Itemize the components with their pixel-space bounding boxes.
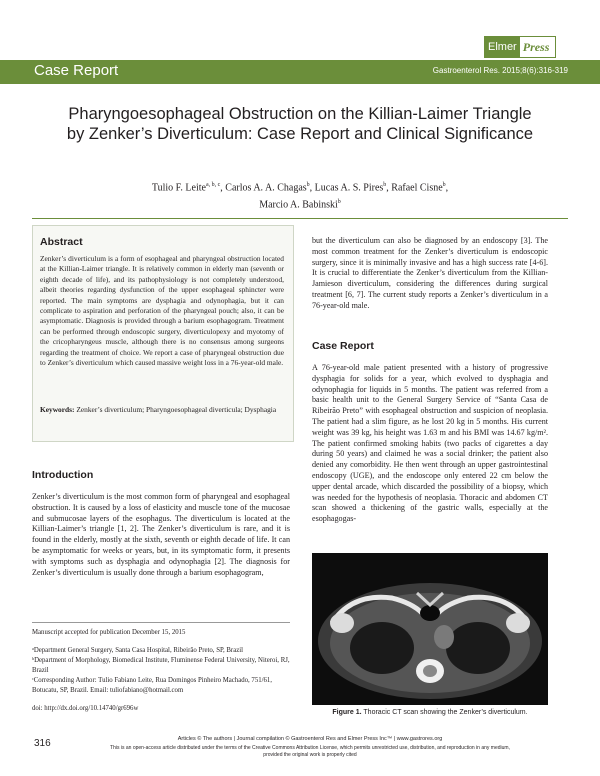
author-name: Rafael Cisne [391,182,443,194]
author-affil: b [306,182,310,188]
logo-part2: Press [522,39,550,54]
page-number: 316 [34,738,51,749]
intro-text: Zenker’s diverticulum is the most common form of pharyngeal and esophageal obstruction. It is caused by a loss of elasticity and muscle tone of the mucosae and submucosae layers of the esophagus. The diverticulum is located at the Killian-Laimer’s triangle [1, 2]. The Zenker’s diverticulum is rare, and it is found in the elderly, mostly at the sixth, seventh or eighth decade of life. It can be asymptomatic for weeks or years, but, in its symptomatic form, it presents with symptoms such as dysphagia and odynophagia [2]. The diagnosis for Zenker’s diverticulum is usually done through a barium esophagogram, [32,492,290,577]
author-affil: b [442,182,446,188]
divider [32,218,568,219]
author-name: Tulio F. Leite [151,182,206,194]
logo-part1: Elmer [485,37,520,57]
publisher-logo [484,36,556,58]
corresponding-author: ᶜCorresponding Author: Tulio Fabiano Leite, Rua Domingos Pinheiro Machado, 751/61, Botucatu, SP, Brazil. Email: tuliofabiano@hotmail.com [32,677,272,694]
figure-label: Figure 1. [332,709,362,716]
footer-copyright: Articles © The authors | Journal compilation © Gastroenterol Res and Elmer Press Inc™ | www.gastrores.org [177,736,443,742]
figure-caption [312,709,548,716]
abstract-text: Zenker’s diverticulum is a form of esophageal and pharyngeal obstruction located at the Killian-Laimer triangle. It is relatively common in elderly man (seventh or eighth decade of life), and its pathophysiology is not completely understood, albeit theories regarding dysfunction of the upper esophageal sphincter were reported. The main symptoms are dysphagia and odynophagia, but it can complicate to aspiration and perforation of the pharyngeal pouch; also, it can be asymptomatic. Diagnosis is provided through a barium esophagogram. Treatment can be performed through endoscopic surgery, diverticulopexy and myotomy of the cricopharyngeus muscle, although there is no consensus among surgeons regarding the treatment of choice. We report a case of pharyngeal obstruction due to Zenker’s diverticulum which caused massive weight loss in a 76-year-old male. [40,254,284,368]
author-list: Tulio F. Leite$^{a, b, c}$, Carlos A. A. Chagas$^b$, Lucas A. S. Pires$^b$, Rafael Cisne$^b$, Marcio A. Babinski$^b$ [151,182,449,211]
author-name: Marcio A. Babinski [259,199,338,211]
figure-caption-text: Thoracic CT scan showing the Zenker’s diverticulum. [363,709,528,716]
author-affil: a, b, c [205,182,221,188]
doi-link[interactable]: doi: http://dx.doi.org/10.14740/gr696w [32,705,139,712]
keywords-label: Keywords: [40,405,75,414]
abstract-heading: Abstract [40,236,83,248]
section-label: Case Report [34,62,119,79]
ct-scan-image [312,553,548,705]
author-name: Carlos A. A. Chagas [225,182,307,194]
keywords-text: Zenker’s diverticulum; Pharyngoesophageal diverticula; Dysphagia [76,405,277,414]
accepted-date: Manuscript accepted for publication December 15, 2015 [32,629,186,636]
article-title: Pharyngoesophageal Obstruction on the Killian-Laimer Triangle by Zenker’s Diverticulum: Case Report and Clinical Significance [66,105,534,143]
affiliation-a: ᵃDepartment General Surgery, Santa Casa Hospital, Ribeirão Preto, SP, Brazil [32,647,244,654]
author-name: Lucas A. S. Pires [314,182,384,194]
case-report-text: A 76-year-old male patient presented with a history of progressive dysphagia for solids for a year, which evolved to dysphagia and odynophagia for liquids in 5 months. The patient was referred from a basic health unit to the General Surgery Service of “Santa Casa de Ribeirão Preto” with esophageal obstruction and suspicion of neoplasia. The patient had a slim figure, as he lost 20 kg in 5 months. His current weight was 39 kg, his height was 1.63 m and his BMI was 14.67 kg/m². The patient confirmed smoking habits (two packs of cigarettes a day during 50 years) and claimed he was a social drinker; the patient also denied any comorbidity. He then went through an upper gastrointestinal endoscopy (UGE), and the endoscope only entered 22 cm below the upper dental arcade, which discarded the possibility of a biopsy, which was needed for the hypothesis of neoplasia. Thoracic and abdomen CT scan showed a thickening of the gastric walls, especially at the esophagogas- [312,363,548,524]
footer-license: This is an open-access article distributed under the terms of the Creative Commons Attribution License, which permits unrestricted use, distribution, and reproduction in any medium, provided the original work is properly cited [110,745,510,758]
case-report-heading: Case Report [312,340,374,352]
journal-citation: Gastroenterol Res. 2015;8(6):316-319 [432,66,568,75]
intro-heading: Introduction [32,469,94,481]
affiliation-b: ᵇDepartment of Morphology, Biomedical Institute, Fluminense Federal University, Niteroi, RJ, Brazil [32,657,290,674]
ct-scan-figure [312,553,548,705]
footnote-rule [32,622,290,623]
author-affil: b [383,182,387,188]
intro-continuation: but the diverticulum can also be diagnosed by an endoscopy [3]. The most common treatment for the Zenker’s diverticulum is endoscopic surgery, since it is minimally invasive and has a high success rate [4-6]. It is crucial to differentiate the Zenker’s diverticulum from the Killian-Jamieson diverticulum, considering the differences during surgical treatment [6, 7]. The current study reports a Zenker’s diverticulum in a 76-year-old male. [312,236,548,310]
author-affil: b [337,199,341,206]
keywords [40,405,284,415]
